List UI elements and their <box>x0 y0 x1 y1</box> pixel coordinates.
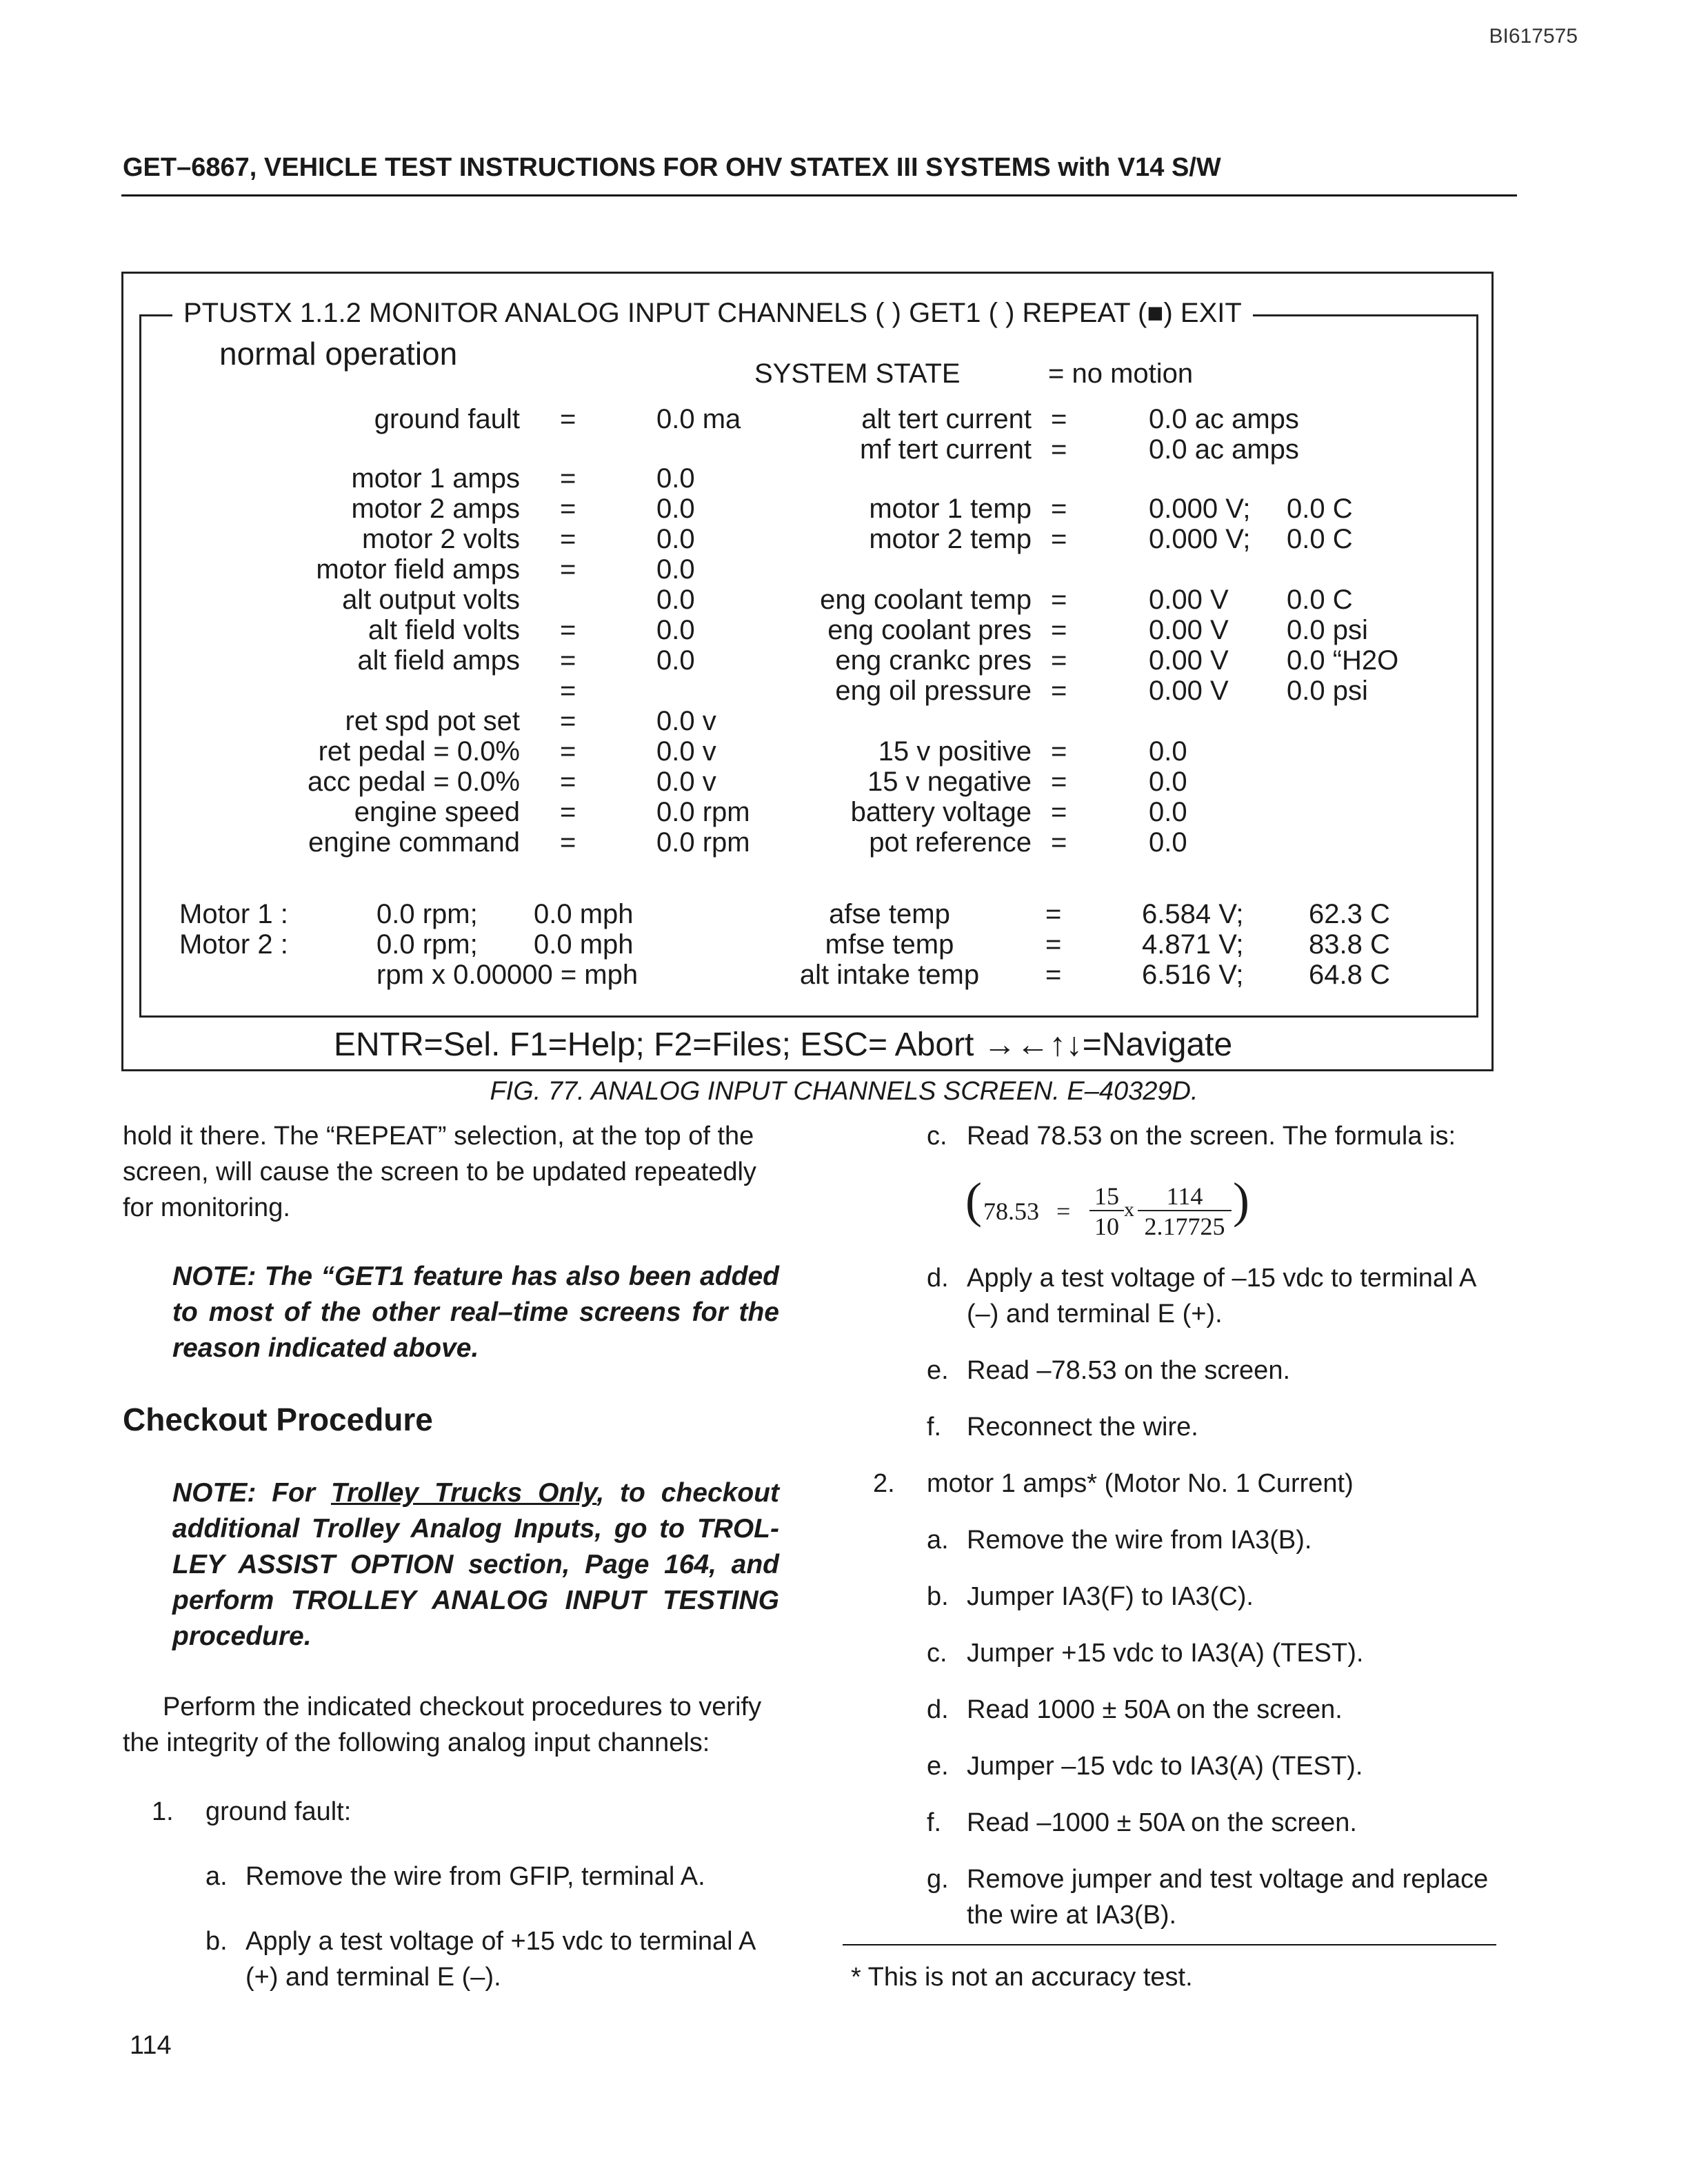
reading-equals: = <box>560 767 576 797</box>
reading-equals: = <box>1051 645 1067 676</box>
checkout-paragraph: Perform the indicated checkout procedures to verify the integrity of the following analog input channels: <box>123 1692 762 1757</box>
substep-letter: d. <box>927 1695 949 1724</box>
reading-value: 0.0 v <box>656 706 716 736</box>
reading-label: alt field volts <box>368 615 520 645</box>
temp-equals: = <box>1045 929 1062 960</box>
reading-value: 0.0 v <box>656 736 716 767</box>
reading-value-converted: 0.0 psi <box>1287 676 1368 706</box>
reading-value: 0.00 V <box>1149 615 1229 645</box>
temp-voltage: 6.584 V; <box>1142 899 1244 929</box>
reading-value: 0.0 rpm <box>656 797 750 827</box>
reading-label: motor 2 volts <box>362 524 520 554</box>
mode-label: normal operation <box>219 336 458 372</box>
reading-label: eng coolant temp <box>820 585 1032 615</box>
formula-fraction-bar-2 <box>1138 1210 1232 1211</box>
running-title: GET–6867, VEHICLE TEST INSTRUCTIONS FOR OHV STATEX III SYSTEMS with V14 S/W <box>123 153 1221 182</box>
temp-voltage: 6.516 V; <box>1142 960 1244 990</box>
reading-equals: = <box>1051 524 1067 554</box>
temp-value: 62.3 C <box>1309 899 1390 929</box>
motor2-mph: 0.0 mph <box>534 929 634 960</box>
reading-label: motor field amps <box>316 554 520 585</box>
document-id: BI617575 <box>1489 25 1578 48</box>
reading-value: 0.00 V <box>1149 645 1229 676</box>
step-e-text: Read –78.53 on the screen. <box>967 1356 1291 1385</box>
temp-value: 64.8 C <box>1309 960 1390 990</box>
reading-label: acc pedal = 0.0% <box>308 767 520 797</box>
motor1-label: Motor 1 : <box>179 899 288 929</box>
reading-equals: = <box>560 645 576 676</box>
formula-denominator-1: 10 <box>1094 1213 1119 1240</box>
reading-equals: = <box>560 676 576 706</box>
reading-label: motor 2 temp <box>869 524 1032 554</box>
reading-equals: = <box>560 797 576 827</box>
substep-letter: a. <box>927 1526 949 1555</box>
substep-text: Jumper +15 vdc to IA3(A) (TEST). <box>967 1639 1364 1668</box>
navigation-help: ENTR=Sel. F1=Help; F2=Files; ESC= Abort →←↑↓=Navigate <box>334 1027 1233 1063</box>
reading-label: motor 1 amps <box>351 463 520 494</box>
formula-open-paren: ( <box>965 1173 982 1228</box>
reading-label: ret spd pot set <box>345 706 520 736</box>
substep-letter: f. <box>927 1808 942 1837</box>
reading-label: engine command <box>308 827 520 858</box>
reading-label: eng oil pressure <box>835 676 1032 706</box>
motor2-label: Motor 2 : <box>179 929 288 960</box>
substep-text: Remove the wire from IA3(B). <box>967 1526 1312 1555</box>
reading-equals: = <box>560 494 576 524</box>
reading-value-converted: 0.0 C <box>1287 585 1353 615</box>
step-c-text: Read 78.53 on the screen. The formula is: <box>967 1122 1456 1151</box>
item1b-text: Apply a test voltage of +15 vdc to terminal A (+) and terminal E (–). <box>245 1927 755 1992</box>
step-c-letter: c. <box>927 1122 947 1151</box>
reading-value: 0.000 V; <box>1149 494 1251 524</box>
reading-value: 0.0 <box>656 494 695 524</box>
reading-value: 0.0 <box>1149 797 1187 827</box>
reading-label: alt tert current <box>861 404 1032 434</box>
motor1-rpm: 0.0 rpm; <box>376 899 478 929</box>
reading-equals: = <box>560 615 576 645</box>
reading-label: battery voltage <box>850 797 1032 827</box>
note-trolley-underlined: Trolley Trucks Only <box>330 1478 597 1508</box>
formula-numerator-1: 15 <box>1094 1182 1119 1210</box>
reading-label: pot reference <box>869 827 1032 858</box>
system-state-value: = no motion <box>1048 358 1194 389</box>
motor2-rpm: 0.0 rpm; <box>376 929 478 960</box>
reading-equals: = <box>560 827 576 858</box>
item1-text: ground fault: <box>205 1797 352 1826</box>
note-trolley-prefix: NOTE: For <box>172 1478 331 1508</box>
substep-text: Read 1000 ± 50A on the screen. <box>967 1695 1343 1724</box>
reading-equals: = <box>1051 585 1067 615</box>
reading-label: ret pedal = 0.0% <box>318 736 520 767</box>
temp-equals: = <box>1045 899 1062 929</box>
reading-equals: = <box>560 524 576 554</box>
footnote-rule <box>843 1944 1496 1945</box>
item2-number: 2. <box>873 1469 895 1498</box>
temp-label: mfse temp <box>825 929 954 960</box>
reading-equals: = <box>560 463 576 494</box>
item1-number: 1. <box>152 1797 174 1826</box>
figure-caption: FIG. 77. ANALOG INPUT CHANNELS SCREEN. E–40329D. <box>490 1077 1198 1106</box>
reading-value: 0.0 <box>1149 767 1187 797</box>
reading-label: alt output volts <box>342 585 520 615</box>
step-f-text: Reconnect the wire. <box>967 1413 1198 1442</box>
reading-equals: = <box>1051 736 1067 767</box>
step-e-letter: e. <box>927 1356 949 1385</box>
formula-denominator-2: 2.17725 <box>1144 1213 1225 1240</box>
section-heading: Checkout Procedure <box>123 1402 433 1437</box>
note-trolley-rest: , to checkout additional Trolley Analog Inputs, go to TROL-LEY ASSIST OPTION section, Page 164, and perform TROLLEY ANALOG INPUT TESTING procedure. <box>172 1478 779 1651</box>
reading-equals: = <box>1051 615 1067 645</box>
step-f-letter: f. <box>927 1413 942 1442</box>
step-d-letter: d. <box>927 1264 949 1293</box>
temp-label: alt intake temp <box>799 960 980 990</box>
reading-equals: = <box>1051 767 1067 797</box>
reading-value: 0.0 <box>656 524 695 554</box>
reading-value: 0.0 ac amps <box>1149 404 1299 434</box>
temp-equals: = <box>1045 960 1062 990</box>
reading-value: 0.00 V <box>1149 676 1229 706</box>
formula-equals: = <box>1056 1197 1071 1225</box>
reading-equals: = <box>560 404 576 434</box>
item1a-text: Remove the wire from GFIP, terminal A. <box>245 1862 705 1891</box>
reading-value: 0.0 ac amps <box>1149 434 1299 465</box>
reading-label: ground fault <box>374 404 520 434</box>
substep-text: Jumper IA3(F) to IA3(C). <box>967 1582 1254 1611</box>
reading-label: eng crankc pres <box>835 645 1032 676</box>
reading-value-converted: 0.0 psi <box>1287 615 1368 645</box>
footnote: * This is not an accuracy test. <box>851 1963 1193 1992</box>
formula-lhs: 78.53 <box>983 1197 1039 1225</box>
screen-title: PTUSTX 1.1.2 MONITOR ANALOG INPUT CHANNELS ( ) GET1 ( ) REPEAT (■) EXIT <box>172 298 1253 329</box>
reading-value: 0.0 <box>656 645 695 676</box>
substep-text: Read –1000 ± 50A on the screen. <box>967 1808 1357 1837</box>
item1b-letter: b. <box>205 1927 228 1956</box>
reading-value-converted: 0.0 “H2O <box>1287 645 1399 676</box>
motor1-mph: 0.0 mph <box>534 899 634 929</box>
reading-equals: = <box>560 554 576 585</box>
reading-equals: = <box>1051 494 1067 524</box>
header-rule <box>121 194 1517 196</box>
item2-text: motor 1 amps* (Motor No. 1 Current) <box>927 1469 1354 1498</box>
reading-value: 0.00 V <box>1149 585 1229 615</box>
formula-close-paren: ) <box>1233 1173 1249 1228</box>
step-d-text: Apply a test voltage of –15 vdc to terminal A (–) and terminal E (+). <box>967 1264 1476 1328</box>
substep-letter: b. <box>927 1582 949 1611</box>
reading-label: 15 v positive <box>878 736 1032 767</box>
reading-value: 0.0 <box>1149 736 1187 767</box>
reading-label: alt field amps <box>357 645 520 676</box>
reading-equals: = <box>560 706 576 736</box>
temp-value: 83.8 C <box>1309 929 1390 960</box>
reading-value: 0.0 rpm <box>656 827 750 858</box>
note-get1: NOTE: The “GET1 feature has also been added to most of the other real–time screens for the reason indicated above. <box>172 1262 779 1363</box>
reading-label: 15 v negative <box>867 767 1032 797</box>
intro-paragraph: hold it there. The “REPEAT” selection, at the top of the screen, will cause the screen to be updated repeatedly for monitoring. <box>123 1122 756 1222</box>
reading-equals: = <box>1051 404 1067 434</box>
temp-label: afse temp <box>829 899 950 929</box>
substep-letter: e. <box>927 1752 949 1781</box>
page-number: 114 <box>130 2031 172 2060</box>
reading-equals: = <box>1051 797 1067 827</box>
substep-letter: g. <box>927 1865 949 1894</box>
rpm-mph-formula: rpm x 0.00000 = mph <box>376 960 639 990</box>
reading-equals: = <box>1051 827 1067 858</box>
substep-letter: c. <box>927 1639 947 1668</box>
reading-value: 0.0 <box>1149 827 1187 858</box>
reading-value: 0.0 ma <box>656 404 741 434</box>
substep-text: Remove jumper and test voltage and replace the wire at IA3(B). <box>967 1865 1489 1930</box>
reading-equals: = <box>1051 676 1067 706</box>
formula-fraction-bar-1 <box>1089 1210 1124 1211</box>
reading-value-converted: 0.0 C <box>1287 494 1353 524</box>
reading-value: 0.0 <box>656 615 695 645</box>
reading-equals: = <box>560 736 576 767</box>
reading-label: eng coolant pres <box>827 615 1032 645</box>
reading-value: 0.0 v <box>656 767 716 797</box>
reading-value-converted: 0.0 C <box>1287 524 1353 554</box>
formula-numerator-2: 114 <box>1166 1182 1203 1210</box>
reading-label: motor 2 amps <box>351 494 520 524</box>
substep-text: Jumper –15 vdc to IA3(A) (TEST). <box>967 1752 1363 1781</box>
reading-value: 0.0 <box>656 585 695 615</box>
reading-label: engine speed <box>354 797 520 827</box>
reading-equals: = <box>1051 434 1067 465</box>
reading-label: motor 1 temp <box>869 494 1032 524</box>
reading-value: 0.0 <box>656 463 695 494</box>
reading-value: 0.000 V; <box>1149 524 1251 554</box>
temp-voltage: 4.871 V; <box>1142 929 1244 960</box>
note-trolley <box>172 1475 779 1655</box>
reading-label: mf tert current <box>860 434 1032 465</box>
item1a-letter: a. <box>205 1862 228 1891</box>
reading-value: 0.0 <box>656 554 695 585</box>
system-state-label: SYSTEM STATE <box>754 358 961 389</box>
formula-times: x <box>1124 1198 1134 1221</box>
